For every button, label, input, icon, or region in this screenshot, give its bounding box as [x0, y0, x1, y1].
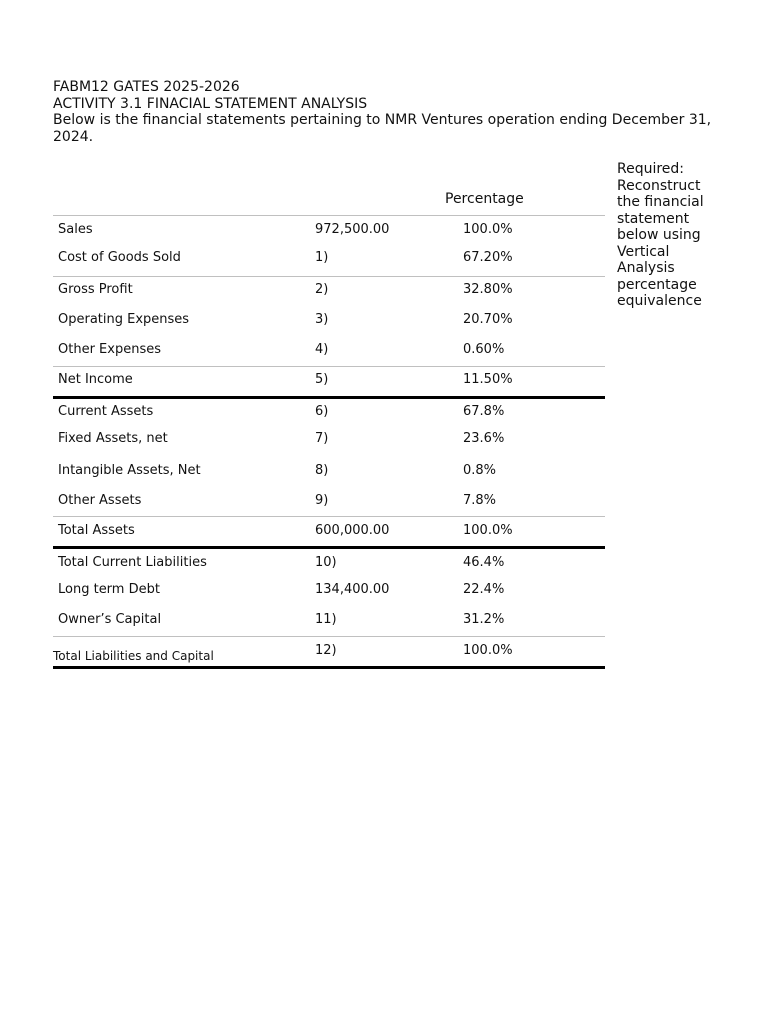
- row-label: Intangible Assets, Net: [58, 463, 201, 478]
- row-percentage: 67.20%: [463, 250, 513, 265]
- row-percentage: 0.60%: [463, 342, 505, 357]
- row-amount: 2): [315, 282, 329, 297]
- table-rule: [53, 636, 605, 637]
- row-amount: 600,000.00: [315, 523, 390, 538]
- row-label: Gross Profit: [58, 282, 133, 297]
- row-percentage: 32.80%: [463, 282, 513, 297]
- table-bottom-rule: [53, 666, 605, 669]
- row-percentage: 67.8%: [463, 404, 505, 419]
- required-note: Required: Reconstruct the financial statement below using Vertical Analysis percentage equivalence: [617, 161, 704, 309]
- row-label: Operating Expenses: [58, 312, 190, 327]
- table-rule: [53, 215, 605, 216]
- table-section-rule: [53, 396, 605, 399]
- table-rule: [53, 276, 605, 277]
- row-amount: 9): [315, 493, 329, 508]
- row-label: Current Assets: [58, 404, 154, 419]
- row-label: Net Income: [58, 372, 133, 387]
- row-label: Long term Debt: [58, 582, 160, 597]
- table-rule: [53, 366, 605, 367]
- row-amount: 4): [315, 342, 329, 357]
- row-amount: 972,500.00: [315, 222, 390, 237]
- row-percentage: 7.8%: [463, 493, 497, 508]
- row-percentage: 0.8%: [463, 463, 497, 478]
- row-percentage: 100.0%: [463, 523, 513, 538]
- row-label: Fixed Assets, net: [58, 431, 168, 446]
- row-label: Cost of Goods Sold: [58, 250, 181, 265]
- row-percentage: 100.0%: [463, 222, 513, 237]
- row-amount: 10): [315, 555, 337, 570]
- row-percentage: 20.70%: [463, 312, 513, 327]
- row-percentage: 100.0%: [463, 643, 513, 658]
- row-amount: 11): [315, 612, 337, 627]
- row-label: Sales: [58, 222, 93, 237]
- row-amount: 7): [315, 431, 329, 446]
- row-amount: 5): [315, 372, 329, 387]
- row-label: Total Liabilities and Capital: [53, 649, 214, 663]
- row-label: Other Assets: [58, 493, 142, 508]
- row-label: Other Expenses: [58, 342, 161, 357]
- row-percentage: 31.2%: [463, 612, 505, 627]
- row-amount: 6): [315, 404, 329, 419]
- row-amount: 134,400.00: [315, 582, 390, 597]
- table-rule: [53, 516, 605, 517]
- activity-title: ACTIVITY 3.1 FINACIAL STATEMENT ANALYSIS: [53, 95, 368, 112]
- row-percentage: 46.4%: [463, 555, 505, 570]
- document-header: [53, 79, 718, 145]
- row-label: Total Current Liabilities: [58, 555, 207, 570]
- row-label: Owner’s Capital: [58, 612, 162, 627]
- percentage-column-header: Percentage: [445, 191, 524, 207]
- row-amount: 12): [315, 643, 337, 658]
- table-section-rule: [53, 546, 605, 549]
- row-percentage: 22.4%: [463, 582, 505, 597]
- row-amount: 8): [315, 463, 329, 478]
- row-percentage: 11.50%: [463, 372, 513, 387]
- row-amount: 3): [315, 312, 329, 327]
- row-label: Total Assets: [58, 523, 135, 538]
- row-percentage: 23.6%: [463, 431, 505, 446]
- row-amount: 1): [315, 250, 329, 265]
- instructions-text: Below is the financial statements pertaining to NMR Ventures operation ending December 31, 2024.: [53, 112, 712, 145]
- course-title: FABM12 GATES 2025-2026: [53, 79, 240, 95]
